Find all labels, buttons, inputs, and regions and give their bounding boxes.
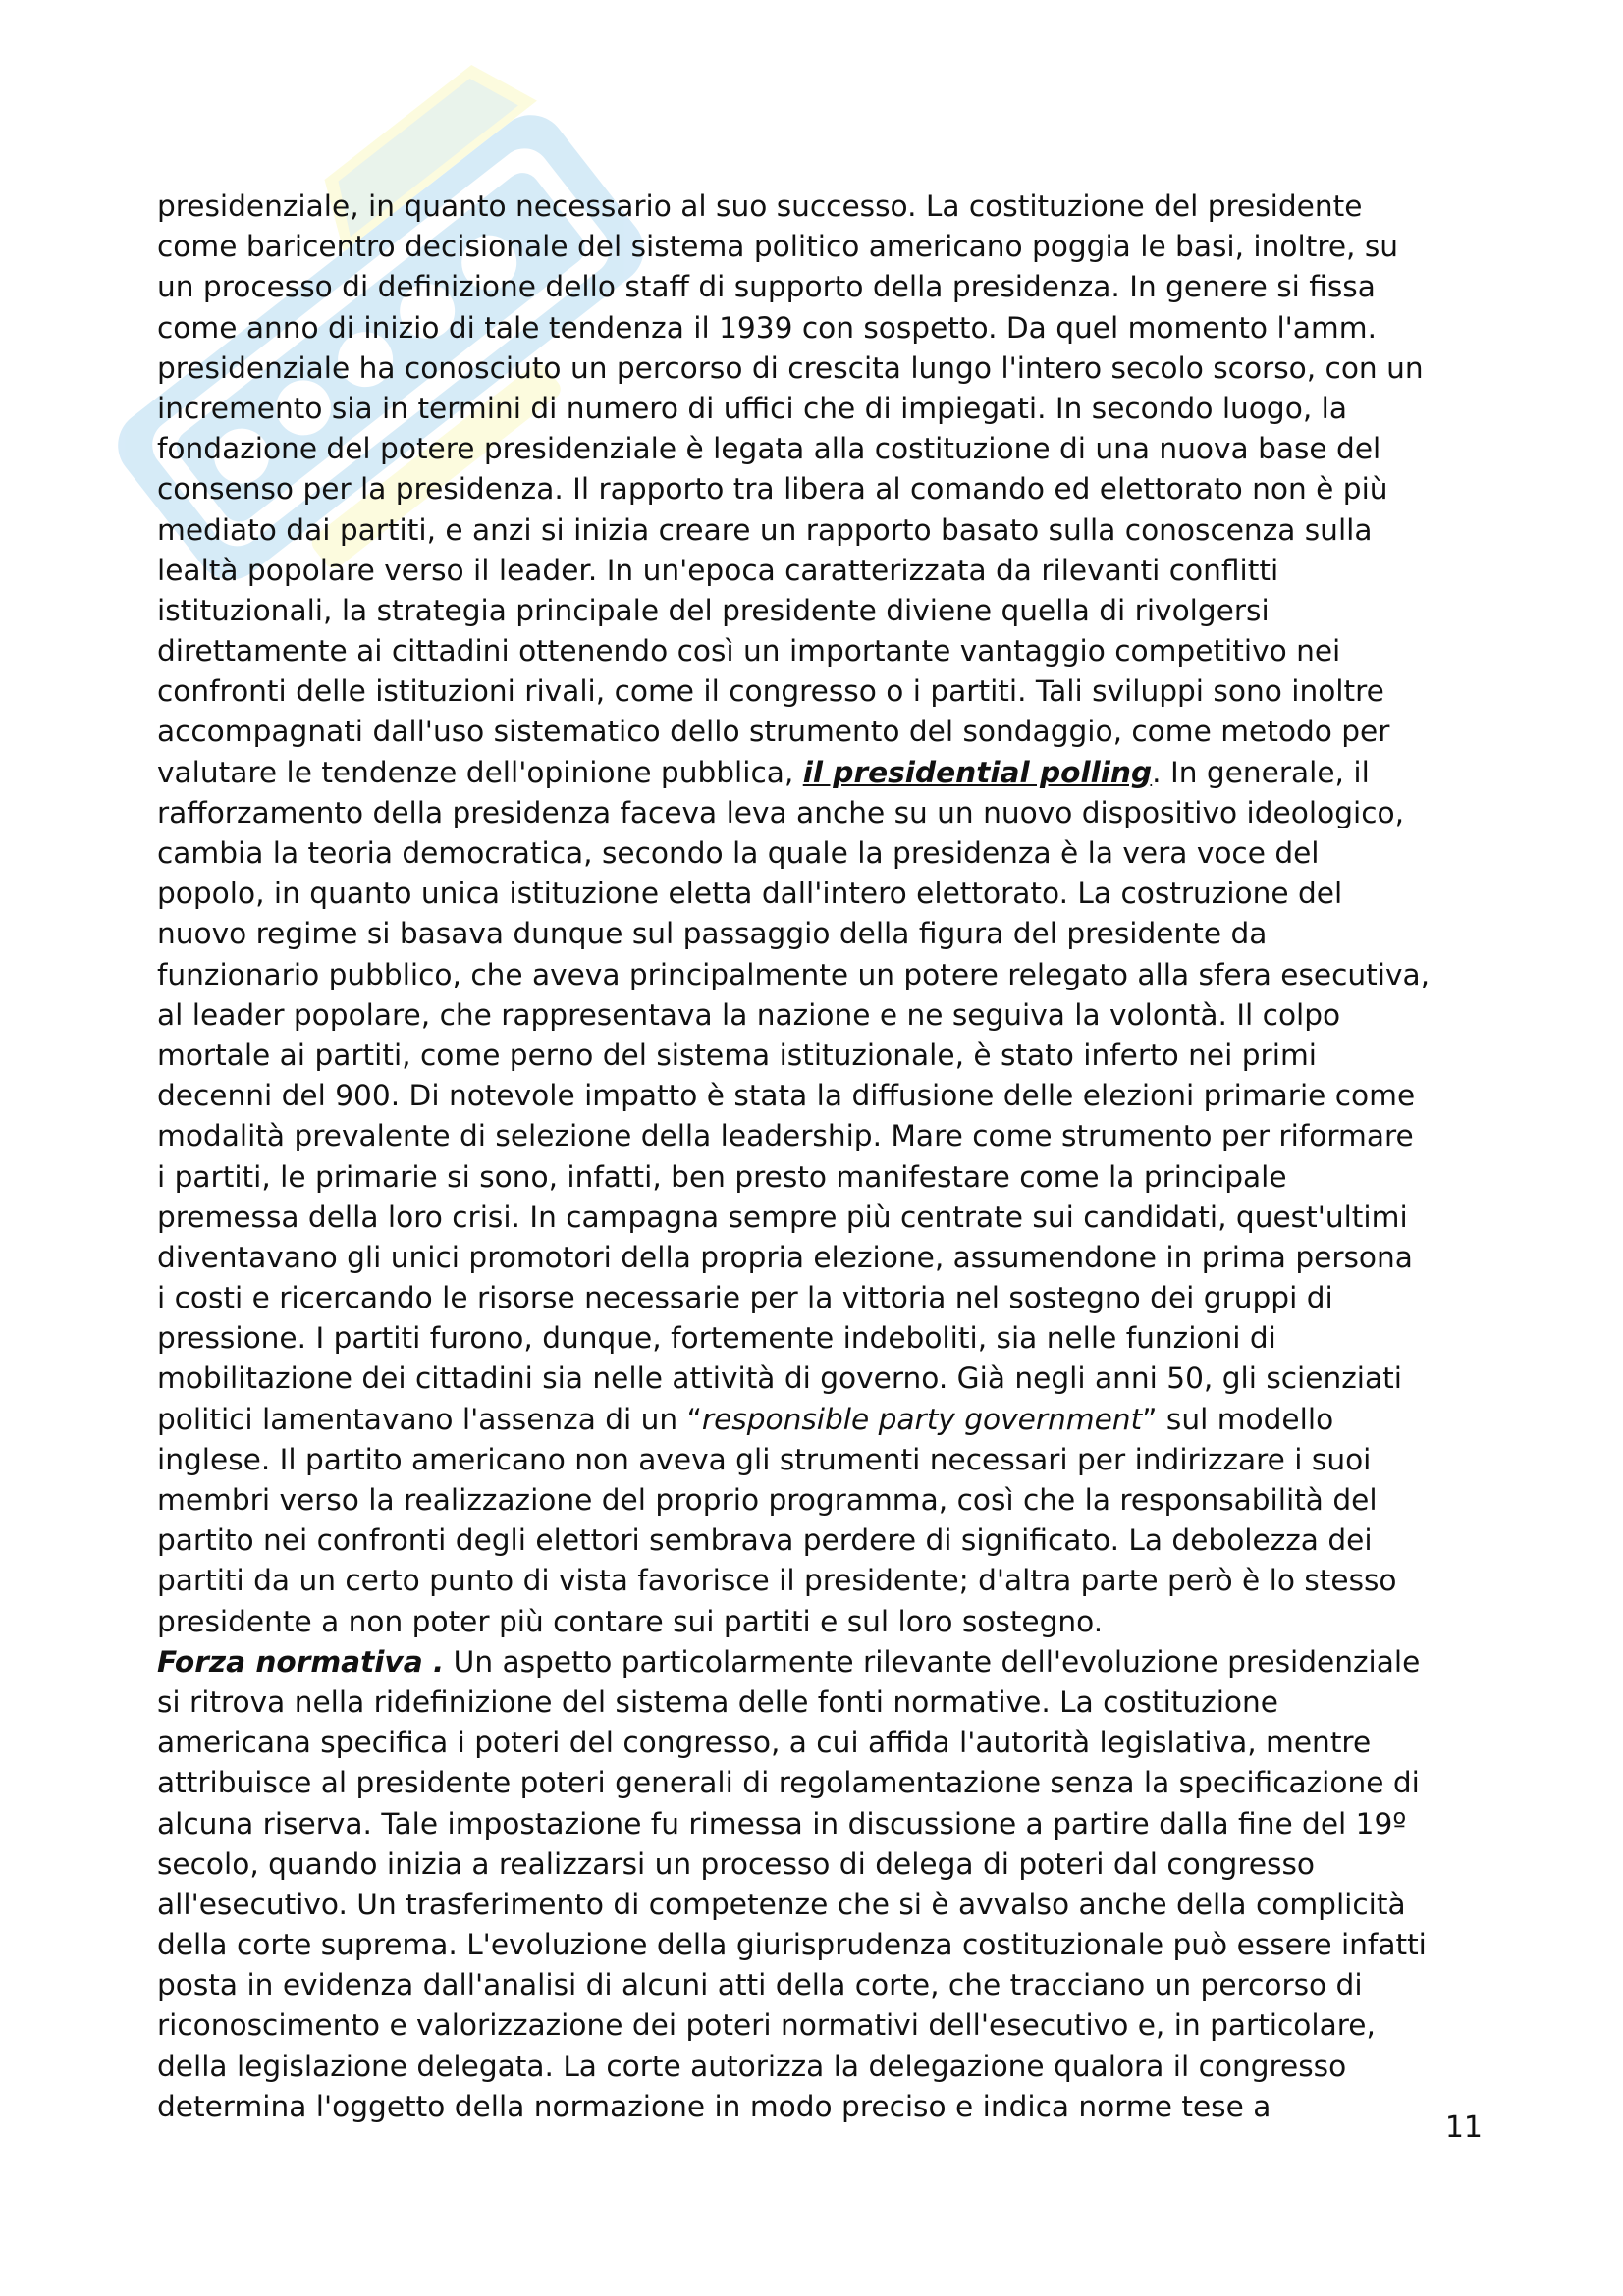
text-line: riconoscimento e valorizzazione dei poteri normativi dell'esecutivo e, in particolare, — [157, 2008, 1376, 2043]
text-line: modalità prevalente di selezione della leadership. Mare come strumento per riformare — [157, 1119, 1414, 1153]
page-number: 11 — [1444, 2110, 1483, 2145]
text-line: membri verso la realizzazione del proprio programma, così che la responsabilità del — [157, 1483, 1378, 1517]
text-line: i partiti, le primarie si sono, infatti, ben presto manifestare come la principale — [157, 1159, 1287, 1194]
text-line: della legislazione delegata. La corte autorizza la delegazione qualora il congresso — [157, 2049, 1347, 2083]
text-line: cambia la teoria democratica, secondo la quale la presidenza è la vera voce del — [157, 836, 1320, 870]
text-line: americana specifica i poteri del congresso, a cui affida l'autorità legislativa, mentre — [157, 1726, 1372, 1760]
text-line: della corte suprema. L'evoluzione della giurisprudenza costituzionale può essere infatti — [157, 1928, 1427, 1962]
text-line: al leader popolare, che rappresentava la nazione e ne seguiva la volontà. Il colpo — [157, 997, 1341, 1032]
text-segment: . In generale, il — [1152, 755, 1370, 789]
text-line: secolo, quando inizia a realizzarsi un processo di delega di poteri dal congresso — [157, 1846, 1315, 1881]
text-line: funzionario pubblico, che aveva principalmente un potere relegato alla sfera esecutiva, — [157, 957, 1431, 991]
text-line: lealtà popolare verso il leader. In un'epoca caratterizzata da rilevanti conflitti — [157, 553, 1279, 587]
text-line: partiti da un certo punto di vista favorisce il presidente; d'altra parte però è lo stesso — [157, 1564, 1397, 1598]
text-line: accompagnati dall'uso sistematico dello strumento del sondaggio, come metodo per — [157, 715, 1390, 749]
text-line: confronti delle istituzioni rivali, come il congresso o i partiti. Tali sviluppi sono inoltre — [157, 674, 1384, 709]
text-line: nuovo regime si basava dunque sul passaggio della figura del presidente da — [157, 917, 1268, 951]
text-line: presidenziale, in quanto necessario al suo successo. La costituzione del presidente — [157, 189, 1363, 223]
text-line: decenni del 900. Di notevole impatto è stata la diffusione delle elezioni primarie come — [157, 1079, 1416, 1113]
text-line: alcuna riserva. Tale impostazione fu rimessa in discussione a partire dalla fine del 19º — [157, 1806, 1407, 1841]
text-line: incremento sia in termini di numero di uffici che di impiegati. In secondo luogo, la — [157, 391, 1347, 425]
text-line: un processo di definizione dello staff di supporto della presidenza. In genere si fissa — [157, 270, 1376, 304]
text-line: partito nei confronti degli elettori sembrava perdere di significato. La debolezza dei — [157, 1523, 1373, 1558]
text-line: inglese. Il partito americano non aveva gli strumenti necessari per indirizzare i suoi — [157, 1442, 1372, 1476]
text-line: consenso per la presidenza. Il rapporto tra libera al comando ed elettorato non è più — [157, 472, 1388, 507]
emphasis-link-text: il presidential polling — [802, 755, 1153, 789]
text-line: premessa della loro crisi. In campagna sempre più centrate sui candidati, quest'ultimi — [157, 1200, 1408, 1234]
text-line: pressione. I partiti furono, dunque, fortemente indeboliti, sia nelle funzioni di — [157, 1321, 1276, 1356]
emphasis-text: responsible party government — [701, 1402, 1143, 1436]
text-line: all'esecutivo. Un trasferimento di competenze che si è avvalso anche della complicità — [157, 1887, 1406, 1921]
text-line: attribuisce al presidente poteri generali di regolamentazione senza la specificazione di — [157, 1766, 1420, 1800]
text-line — [157, 753, 1483, 793]
text-line: rafforzamento della presidenza faceva leva anche su un nuovo dispositivo ideologico, — [157, 795, 1404, 829]
text-line: istituzionali, la strategia principale del presidente diviene quella di rivolgersi — [157, 593, 1270, 627]
text-segment: ” sul modello — [1142, 1402, 1334, 1436]
document-body — [157, 187, 1483, 2127]
text-segment: Un aspetto particolarmente rilevante dell'evoluzione presidenziale — [444, 1644, 1421, 1679]
text-line: direttamente ai cittadini ottenendo così un importante vantaggio competitivo nei — [157, 634, 1341, 668]
text-segment: politici lamentavano l'assenza di un “ — [157, 1402, 702, 1436]
text-line: presidente a non poter più contare sui partiti e sul loro sostegno. — [157, 1604, 1104, 1638]
text-line — [157, 1400, 1483, 1440]
text-line: come anno di inizio di tale tendenza il 1939 con sospetto. Da quel momento l'amm. — [157, 310, 1377, 345]
text-line: si ritrova nella ridefinizione del sistema delle fonti normative. La costituzione — [157, 1684, 1278, 1719]
text-segment: valutare le tendenze dell'opinione pubblica, — [157, 755, 803, 789]
section-heading: Forza normativa . — [157, 1644, 445, 1679]
text-line: diventavano gli unici promotori della propria elezione, assumendone in prima persona — [157, 1240, 1413, 1274]
text-line: mortale ai partiti, come perno del sistema istituzionale, è stato inferto nei primi — [157, 1038, 1317, 1072]
text-line: popolo, in quanto unica istituzione eletta dall'intero elettorato. La costruzione del — [157, 877, 1343, 911]
text-line: mobilitazione dei cittadini sia nelle attività di governo. Già negli anni 50, gli scienziati — [157, 1362, 1402, 1396]
text-line: posta in evidenza dall'analisi di alcuni atti della corte, che tracciano un percorso di — [157, 1968, 1363, 2002]
text-line: presidenziale ha conosciuto un percorso di crescita lungo l'intero secolo scorso, con un — [157, 350, 1424, 385]
text-line: i costi e ricercando le risorse necessarie per la vittoria nel sostegno dei gruppi di — [157, 1281, 1333, 1315]
text-line — [157, 1642, 1483, 1682]
text-line: determina l'oggetto della normazione in modo preciso e indica norme tese a — [157, 2089, 1271, 2123]
text-line: fondazione del potere presidenziale è legata alla costituzione di una nuova base del — [157, 432, 1381, 466]
text-line: mediato dai partiti, e anzi si inizia creare un rapporto basato sulla conoscenza sulla — [157, 512, 1373, 547]
text-line: come baricentro decisionale del sistema politico americano poggia le basi, inoltre, su — [157, 230, 1399, 264]
